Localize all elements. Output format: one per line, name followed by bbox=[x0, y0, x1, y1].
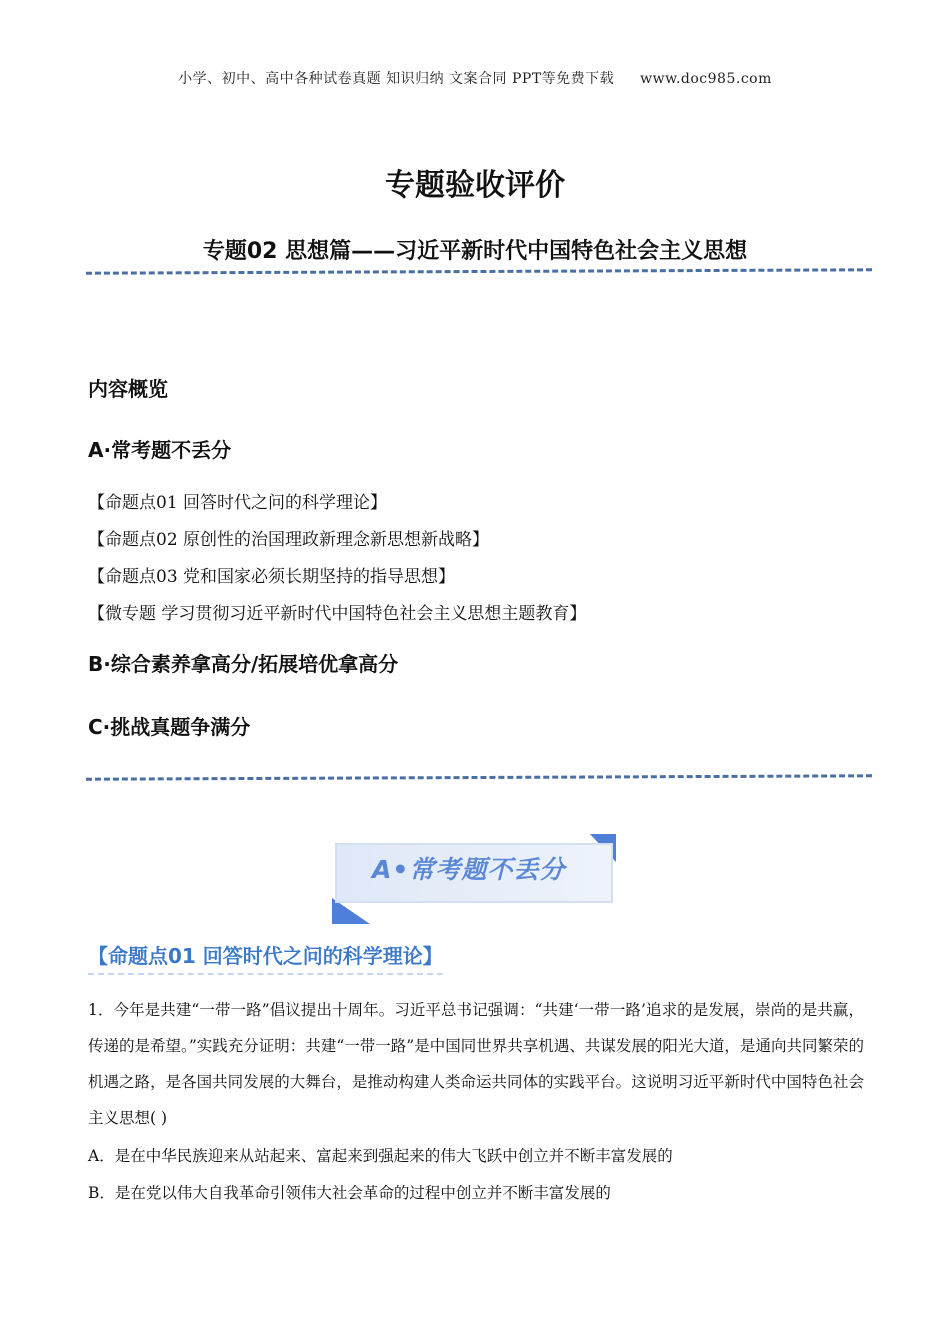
point-01-title: 【命题点01 回答时代之问的科学理论】 bbox=[88, 940, 443, 975]
section-a-banner bbox=[332, 832, 622, 924]
overview-item-2: 【命题点02 原创性的治国理政新理念新思想新战略】 bbox=[88, 530, 490, 550]
page-header bbox=[0, 68, 950, 88]
overview-section-b: B·综合素养拿高分/拓展培优拿高分 bbox=[88, 652, 399, 676]
overview-item-4: 【微专题 学习贯彻习近平新时代中国特色社会主义思想主题教育】 bbox=[88, 604, 587, 624]
question-1-option-b: B．是在党以伟大自我革命引领伟大社会革命的过程中创立并不断丰富发展的 bbox=[88, 1184, 611, 1202]
banner-text: A•常考题不丢分 bbox=[372, 855, 566, 884]
header-url[interactable]: www.doc985.com bbox=[640, 71, 772, 87]
overview-heading: 内容概览 bbox=[88, 377, 168, 401]
question-1-stem: 1．今年是共建“一带一路”倡议提出十周年。习近平总书记强调：“共建‘一带一路’追求的是发展，崇尚的是共赢，传递的是希望。”实践充分证明：共建“一带一路”是中国同世界共享机遇、共谋发展的阳光大道，是通向共同繁荣的机遇之路，是各国共同发展的大舞台，是推动构建人类命运共同体的实践平台。这说明习近平新时代中国特色社会主义思想( ) bbox=[88, 1001, 864, 1127]
dashed-divider-bottom bbox=[86, 774, 872, 780]
question-1-option-a: A．是在中华民族迎来从站起来、富起来到强起来的伟大飞跃中创立并不断丰富发展的 bbox=[88, 1147, 673, 1165]
document-subtitle: 专题02 思想篇——习近平新时代中国特色社会主义思想 bbox=[202, 239, 748, 264]
overview-item-3: 【命题点03 党和国家必须长期坚持的指导思想】 bbox=[88, 567, 456, 587]
overview-item-1: 【命题点01 回答时代之问的科学理论】 bbox=[88, 493, 388, 513]
overview-section-c: C·挑战真题争满分 bbox=[88, 715, 251, 739]
document-title: 专题验收评价 bbox=[385, 168, 565, 203]
dashed-divider-top bbox=[86, 268, 872, 274]
overview-section-a: A·常考题不丢分 bbox=[88, 438, 232, 462]
header-text: 小学、初中、高中各种试卷真题 知识归纳 文案合同 PPT等免费下载 bbox=[178, 71, 615, 87]
